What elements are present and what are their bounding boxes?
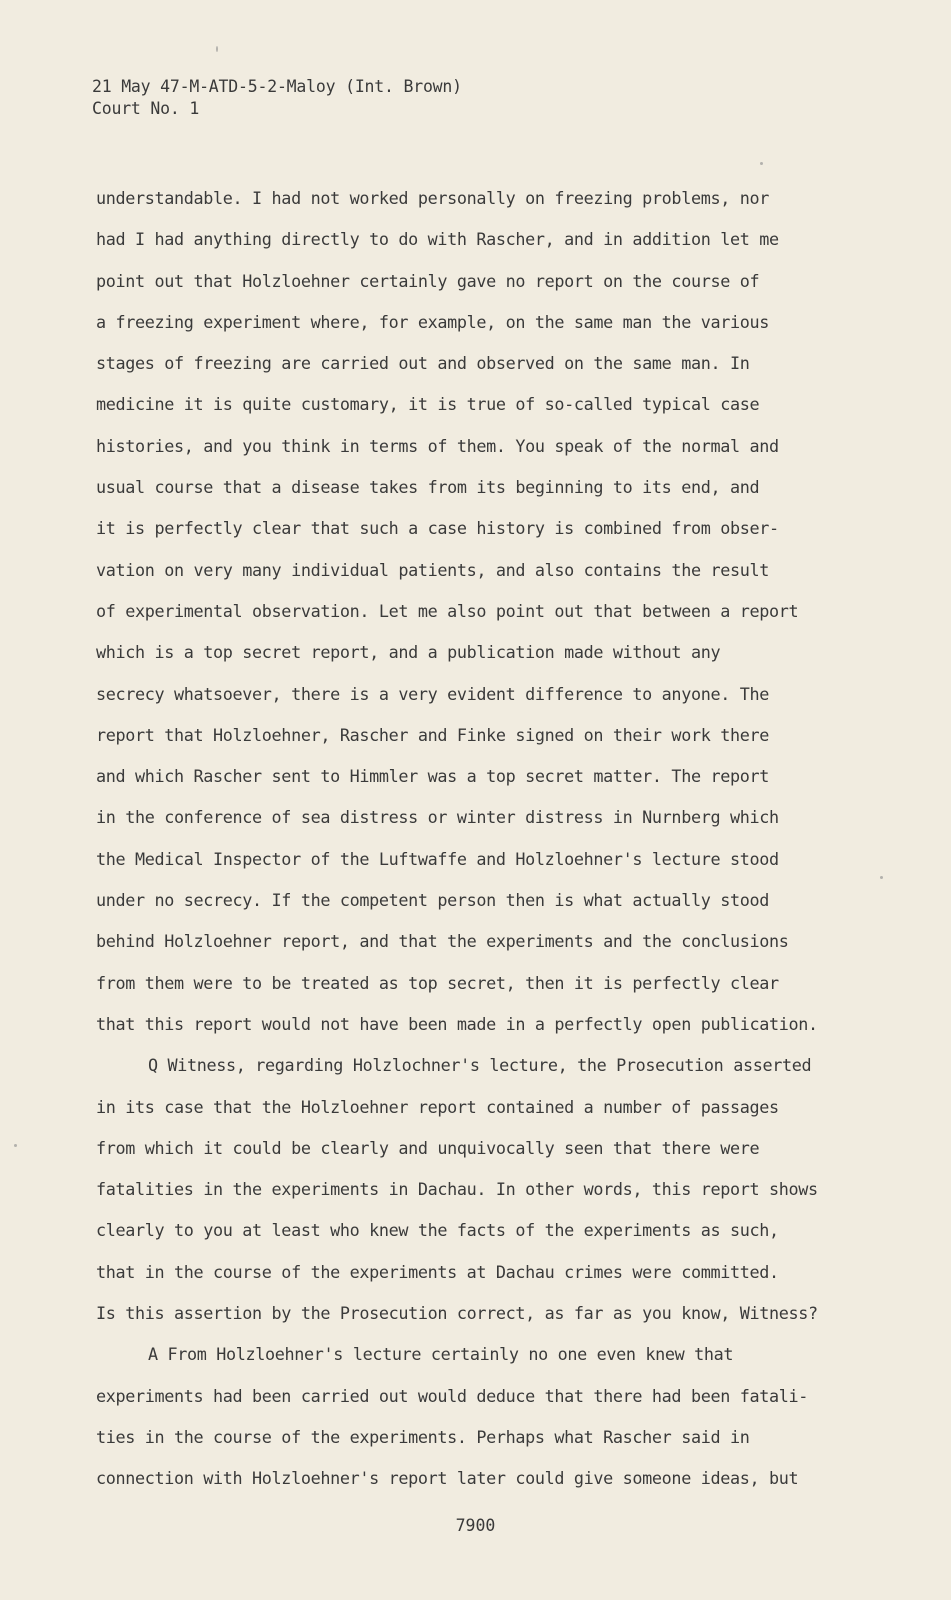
text-line-2: had I had anything directly to do with Rascher, and in addition let me <box>96 229 779 250</box>
text-line-1: understandable. I had not worked personally on freezing problems, nor <box>96 188 769 208</box>
text-line-5: stages of freezing are carried out and observed on the same man. In <box>96 353 750 374</box>
text-line-6: medicine it is quite customary, it is true of so-called typical case <box>96 394 760 415</box>
text-line-31: ties in the course of the experiments. Perhaps what Rascher said in <box>96 1426 750 1447</box>
text-line-27: that in the course of the experiments at Dachau crimes were committed. <box>96 1261 779 1282</box>
text-line-14: report that Holzloehner, Rascher and Finke signed on their work there <box>96 724 769 745</box>
text-line-15: and which Rascher sent to Himmler was a top secret matter. The report <box>96 766 769 787</box>
text-line-11: of experimental observation. Let me also point out that between a report <box>96 600 799 621</box>
text-line-3: point out that Holzloehner certainly gave no report on the course of <box>96 270 760 291</box>
text-line-26: clearly to you at least who knew the facts of the experiments as such, <box>96 1220 779 1241</box>
text-line-9: it is perfectly clear that such a case history is combined from obser- <box>96 518 779 539</box>
question-line-1: Q Witness, regarding Holzlochner's lecture, the Prosecution asserted <box>148 1055 812 1076</box>
text-line-4: a freezing experiment where, for example, on the same man the various <box>96 311 769 332</box>
header-session-line: 21 May 47-M-ATD-5-2-Maloy (Int. Brown) <box>92 77 462 96</box>
text-line-24: from which it could be clearly and unquivocally seen that there were <box>96 1137 760 1158</box>
paper-speck <box>760 162 763 165</box>
paper-speck <box>880 876 883 879</box>
document-header <box>92 76 462 120</box>
text-line-18: under no secrecy. If the competent person then is what actually stood <box>96 890 769 911</box>
text-line-10: vation on very many individual patients, and also contains the result <box>96 559 769 580</box>
answer-line-1: A From Holzloehner's lecture certainly no one even knew that <box>148 1344 734 1365</box>
transcript-body <box>96 178 876 1500</box>
page-number: 7900 <box>455 1516 496 1535</box>
text-line-30: experiments had been carried out would deduce that there had been fatali- <box>96 1385 808 1406</box>
text-line-20: from them were to be treated as top secret, then it is perfectly clear <box>96 972 779 993</box>
paper-speck <box>14 1144 17 1147</box>
text-line-32: connection with Holzloehner's report later could give someone ideas, but <box>96 1468 799 1489</box>
text-line-16: in the conference of sea distress or winter distress in Nurnberg which <box>96 807 779 828</box>
text-line-12: which is a top secret report, and a publication made without any <box>96 642 721 663</box>
text-line-7: histories, and you think in terms of them. You speak of the normal and <box>96 435 779 456</box>
text-line-28: Is this assertion by the Prosecution correct, as far as you know, Witness? <box>96 1303 818 1324</box>
header-court-line: Court No. 1 <box>92 99 200 118</box>
text-line-23: in its case that the Holzloehner report contained a number of passages <box>96 1096 779 1117</box>
paper-speck <box>216 46 218 52</box>
text-line-17: the Medical Inspector of the Luftwaffe and Holzloehner's lecture stood <box>96 848 779 869</box>
text-line-19: behind Holzloehner report, and that the experiments and the conclusions <box>96 931 789 952</box>
text-line-25: fatalities in the experiments in Dachau. In other words, this report shows <box>96 1179 818 1200</box>
text-line-8: usual course that a disease takes from its beginning to its end, and <box>96 477 760 498</box>
text-line-13: secrecy whatsoever, there is a very evident difference to anyone. The <box>96 683 769 704</box>
text-line-21: that this report would not have been made in a perfectly open publication. <box>96 1013 818 1034</box>
